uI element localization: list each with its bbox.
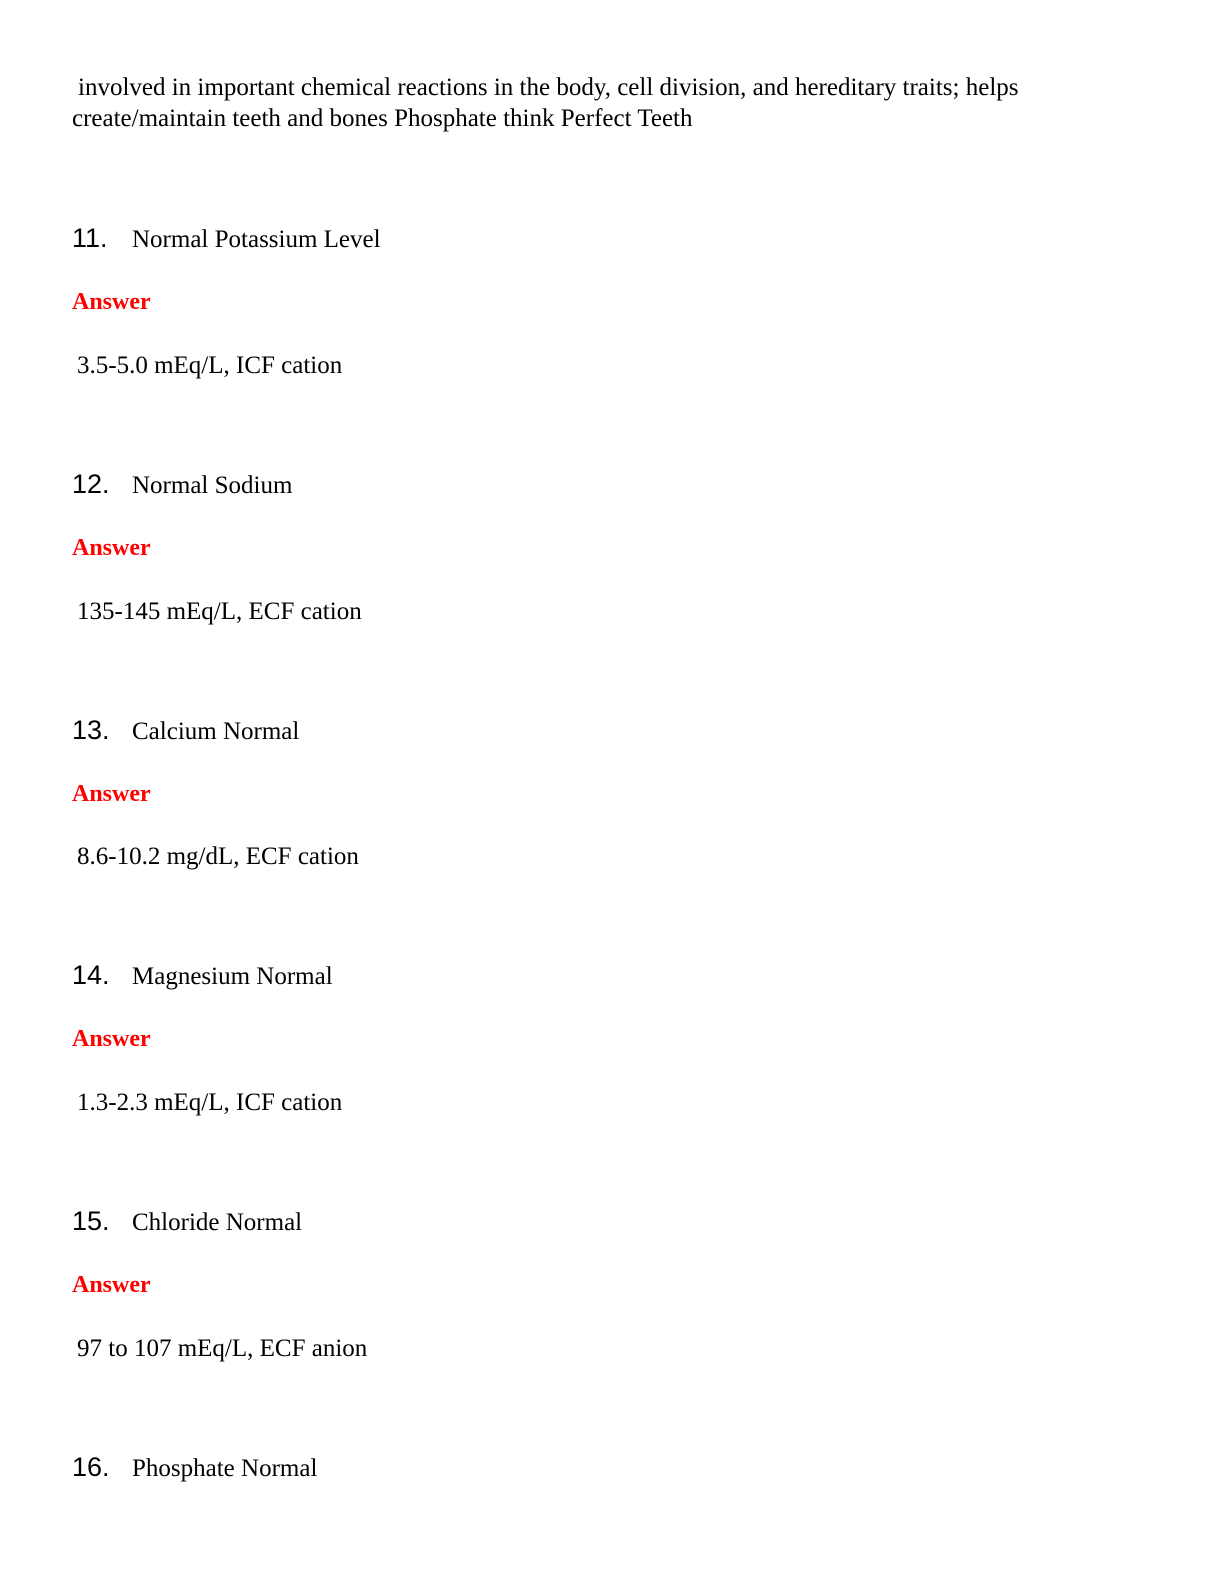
question-number: 15.	[72, 1206, 110, 1236]
question-16	[72, 1450, 1072, 1490]
question-12	[72, 467, 1072, 507]
question-number: 12.	[72, 469, 110, 499]
question-number: 13.	[72, 715, 110, 745]
answer-text: 8.6-10.2 mg/dL, ECF cation	[77, 843, 359, 870]
intro-line-1: involved in important chemical reactions in the body, cell division, and hereditary traits; helps	[78, 74, 1019, 101]
answer-text: 97 to 107 mEq/L, ECF anion	[77, 1335, 368, 1362]
answer-label: Answer	[72, 535, 151, 561]
question-number: 14.	[72, 960, 110, 990]
answer-label: Answer	[72, 1026, 151, 1052]
question-text: Chloride Normal	[132, 1209, 303, 1236]
question-text: Calcium Normal	[132, 718, 300, 745]
question-number: 11.	[72, 223, 108, 253]
answer-text: 1.3-2.3 mEq/L, ICF cation	[77, 1089, 343, 1116]
question-text: Normal Potassium Level	[132, 226, 381, 253]
question-text: Magnesium Normal	[132, 963, 333, 990]
answer-label: Answer	[72, 781, 151, 807]
answer-text: 135-145 mEq/L, ECF cation	[77, 598, 362, 625]
intro-paragraph	[72, 72, 1152, 134]
intro-line-2: create/maintain teeth and bones Phosphate think Perfect Teeth	[72, 105, 693, 132]
question-13	[72, 713, 1072, 753]
question-15	[72, 1204, 1072, 1244]
question-text: Normal Sodium	[132, 472, 293, 499]
answer-label: Answer	[72, 1272, 151, 1298]
answer-text: 3.5-5.0 mEq/L, ICF cation	[77, 352, 343, 379]
question-14	[72, 958, 1072, 998]
answer-label: Answer	[72, 289, 151, 315]
question-11	[72, 221, 1072, 261]
question-number: 16.	[72, 1452, 110, 1482]
question-text: Phosphate Normal	[132, 1455, 318, 1482]
